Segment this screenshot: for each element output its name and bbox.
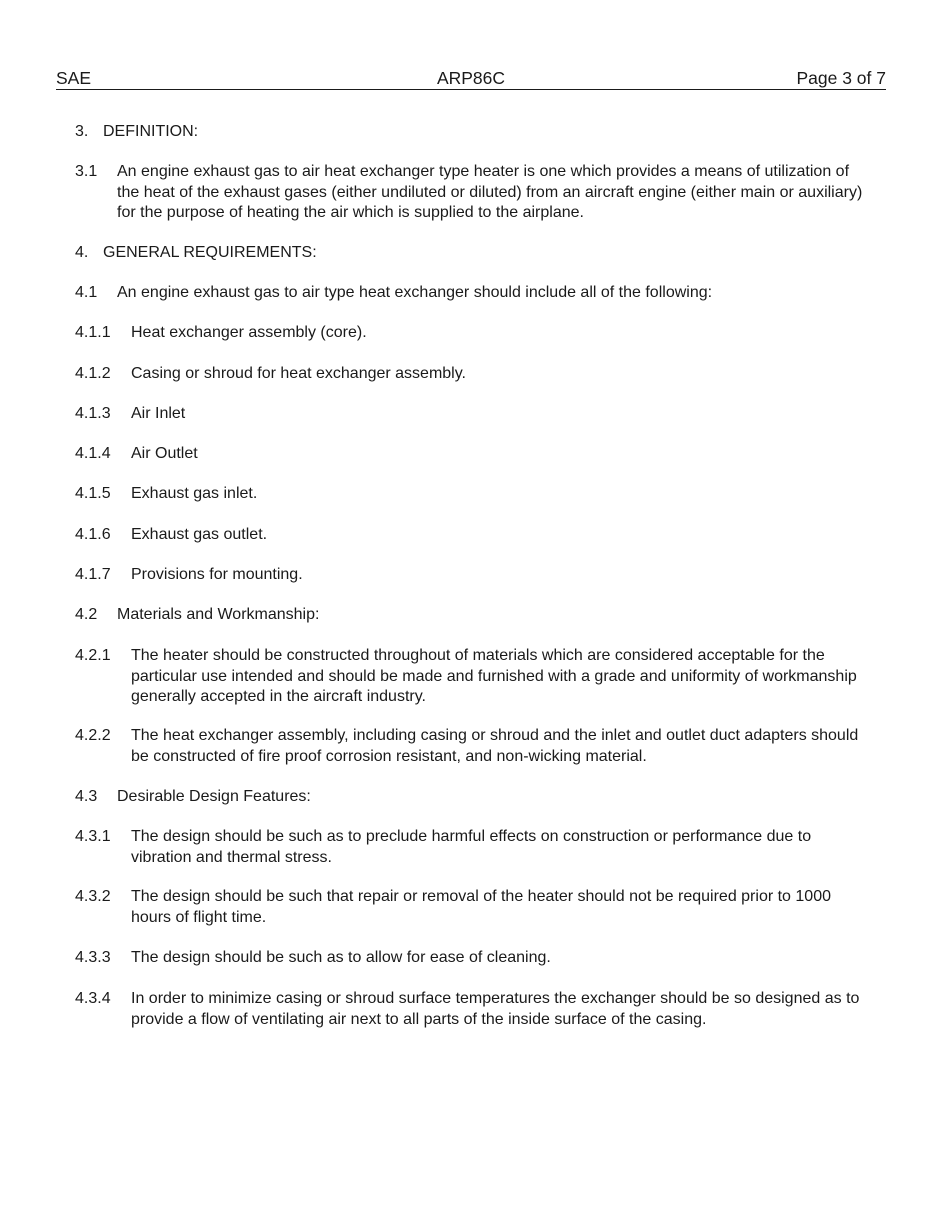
section-number: 4. [75, 244, 89, 261]
section-text: In order to minimize casing or shroud surface temperatures the exchanger should be so designed as to provide a flow of ventilating air next to all parts of the inside surface of the casing. [131, 990, 860, 1028]
header-org: SAE [56, 68, 92, 88]
section-number: 4.1.7 [75, 566, 111, 583]
section-number: 4.3 [75, 788, 98, 805]
section-number: 4.3.2 [75, 888, 111, 905]
section-text: Air Inlet [131, 405, 186, 422]
section-number: 4.2.2 [75, 727, 111, 744]
section-number: 4.1.4 [75, 445, 111, 462]
section-text: Exhaust gas outlet. [131, 526, 268, 543]
section-heading: GENERAL REQUIREMENTS: [103, 244, 317, 261]
section-number: 4.1.5 [75, 485, 111, 502]
section-text: An engine exhaust gas to air type heat exchanger should include all of the following: [117, 284, 713, 301]
page-header [56, 68, 886, 90]
section-text: The heater should be constructed throughout of materials which are considered acceptable for the particular use intended and should be made and furnished with a grade and uniformity of workmanship generally accepted in the aircraft industry. [131, 647, 857, 705]
section-number: 4.3.3 [75, 949, 111, 966]
header-doc-id: ARP86C [436, 68, 506, 88]
section-text: An engine exhaust gas to air heat exchanger type heater is one which provides a means of utilization of the heat of the exhaust gases (either undiluted or diluted) from an aircraft engine (either main or auxiliary) for the purpose of heating the air which is supplied to the airplane. [117, 163, 863, 221]
section-heading: Materials and Workmanship: [117, 606, 320, 623]
section-number: 4.3.1 [75, 828, 111, 845]
section-number: 4.1.3 [75, 405, 111, 422]
section-text: Heat exchanger assembly (core). [131, 324, 367, 341]
section-number: 4.2 [75, 606, 98, 623]
section-text: The heat exchanger assembly, including casing or shroud and the inlet and outlet duct adapters should be constructed of fire proof corrosion resistant, and non-wicking material. [131, 727, 859, 765]
section-heading: DEFINITION: [103, 123, 199, 140]
section-number: 4.3.4 [75, 990, 111, 1007]
section-text: Casing or shroud for heat exchanger assembly. [131, 365, 466, 382]
section-number: 4.1 [75, 284, 98, 301]
section-text: The design should be such as to allow for ease of cleaning. [131, 949, 551, 966]
section-number: 4.1.1 [75, 324, 111, 341]
section-text: The design should be such as to preclude harmful effects on construction or performance due to vibration and thermal stress. [131, 828, 812, 866]
section-number: 3.1 [75, 163, 98, 180]
section-number: 4.2.1 [75, 647, 111, 664]
section-number: 4.1.6 [75, 526, 111, 543]
section-text: The design should be such that repair or removal of the heater should not be required prior to 1000 hours of flight time. [131, 888, 831, 926]
header-page-number: Page 3 of 7 [796, 68, 886, 88]
section-text: Provisions for mounting. [131, 566, 303, 583]
section-number: 3. [75, 123, 89, 140]
section-heading: Desirable Design Features: [117, 788, 311, 805]
section-text: Exhaust gas inlet. [131, 485, 258, 502]
section-number: 4.1.2 [75, 365, 111, 382]
section-text: Air Outlet [131, 445, 198, 462]
